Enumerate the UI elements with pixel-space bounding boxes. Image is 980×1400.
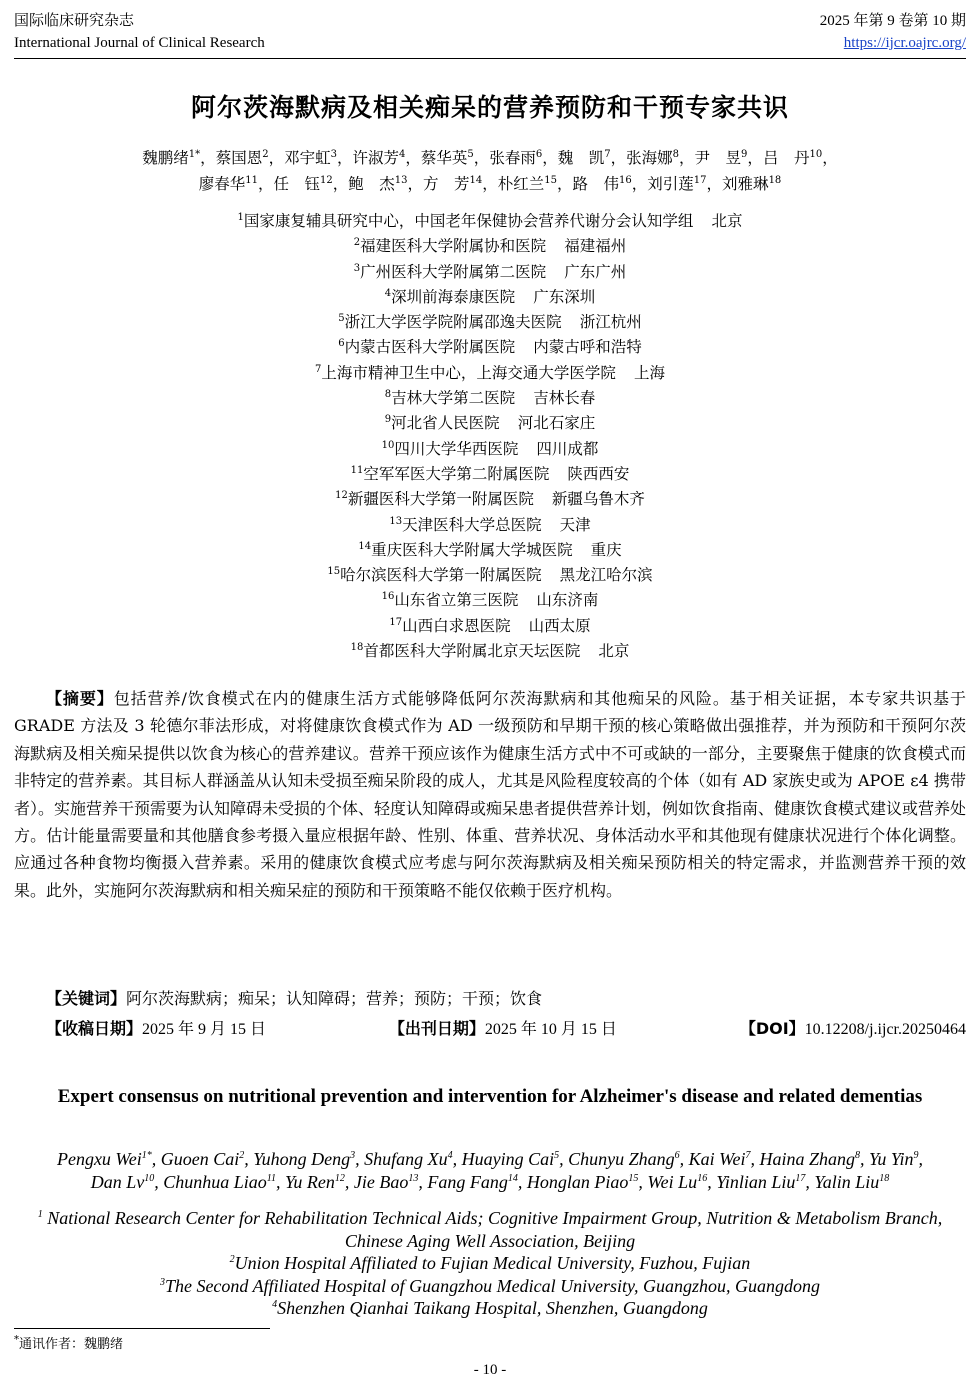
author-name: 邓宇虹 [284,149,331,167]
author-en [253,1149,355,1169]
author-name: Chunyu Zhang [568,1149,675,1169]
journal-header-left [14,10,265,54]
author-sup: 12 [334,1173,345,1184]
author-cn [573,175,632,193]
affiliation-cn [60,234,920,259]
journal-url-link[interactable]: https://ijcr.oajrc.org/ [843,35,966,51]
author-name: 魏鹏绪 [142,149,189,167]
affiliation-location: 四川成都 [536,439,599,458]
author-en [647,1172,707,1192]
affiliation-org: 首都医科大学附属北京天坛医院 [363,642,581,661]
author-name: Shufang Xu [364,1149,448,1169]
published-date [389,1015,617,1043]
affiliation-sup: 18 [350,641,364,653]
affiliation-org: 福建医科大学附属协和医院 [360,237,547,256]
author-sup: 2 [239,1150,245,1161]
author-sup: 17 [693,174,707,186]
affiliation-sup: 12 [335,490,348,502]
author-name: Fang Fang [427,1172,508,1192]
affiliation-list-en [30,1207,950,1320]
author-en [285,1172,345,1192]
author-en [57,1149,152,1169]
author-sup: 15 [544,174,557,186]
affiliation-location: 上海 [633,363,665,382]
footnote-text: 通讯作者：魏鹏绪 [19,1337,124,1352]
affiliation-sup: 5 [338,313,345,325]
keywords-label: 【关键词】 [46,989,127,1008]
author-en [161,1149,245,1169]
author-name: 蔡国恩 [215,149,263,167]
keywords-text: 阿尔茨海默病；痴呆；认知障碍；营养；预防；干预；饮食 [126,989,543,1008]
author-sup: 18 [879,1173,890,1184]
affiliation-location: 内蒙古呼和浩特 [533,338,642,357]
author-name: Yinlian Liu [716,1172,796,1192]
author-sup: 16 [697,1173,708,1184]
affiliation-sup: 13 [389,515,403,527]
affiliation-cn [60,538,920,563]
author-cn [142,149,200,167]
author-cn [498,175,557,193]
affiliation-sup: 9 [384,414,392,426]
author-name: Yuhong Deng [253,1149,351,1169]
author-name: 张春雨 [489,149,536,167]
article-title-cn: 阿尔茨海默病及相关痴呆的营养预防和干预专家共识 [190,93,789,122]
author-sup: 1* [141,1150,152,1161]
affiliation-location: 广东深圳 [533,287,596,306]
abstract-cn [14,685,966,904]
author-name: Huaying Cai [461,1149,555,1169]
affiliation-text: Shenzhen Qianhai Taikang Hospital, Shenzhen, Guangdong [277,1298,708,1319]
received-date [46,1015,266,1043]
author-en [869,1149,919,1169]
author-cn [647,175,706,193]
author-sup: 16 [619,174,632,186]
author-sup: 13 [394,174,408,186]
affiliation-org: 上海市精神卫生中心，上海交通大学医学院 [321,363,616,382]
affiliation-org: 新疆医科大学第一附属医院 [347,490,534,509]
affiliation-cn [60,361,920,386]
author-name: Yalin Liu [814,1172,880,1192]
author-name: Pengxu Wei [56,1149,142,1169]
author-sup: 7 [745,1150,751,1161]
author-cn [273,175,332,193]
article-dates [14,1015,966,1043]
received-value: 2025 年 9 月 15 日 [142,1021,267,1038]
journal-name-en: International Journal of Clinical Research [14,35,265,51]
affiliation-org: 空军军医大学第二附属医院 [363,464,550,483]
affiliation-sup: 7 [315,363,322,375]
author-sup: 14 [507,1173,518,1184]
affiliation-en [30,1275,950,1298]
affiliation-sup: 11 [350,464,364,476]
author-cn [216,149,269,167]
author-list-cn: 魏鹏绪$^{1*}$，蔡国恩$^2$，邓宇虹$^3$，许淑芳$^4$，蔡华英$^5$，张春雨$^6$，魏 凯$^7$，张海娜$^8$，尹 昱$^9$，吕 丹$^{10}$， 廖春华$^{11}$，任 钰$^{12}$，鲍 杰$^{13}$，方 芳$^{14}$，朴红兰$^{15}$，路 伟$^{16}$，刘引莲$^{17}$，刘雅琳$^{18}$ [142,148,838,193]
author-sup: 4 [447,1150,453,1161]
author-sup: 8 [855,1150,860,1161]
author-name: 任 钰 [273,175,320,193]
affiliation-location: 黑龙江哈尔滨 [559,566,653,585]
author-cn [763,149,822,167]
author-name: 吕 丹 [762,149,810,167]
affiliation-location: 重庆 [590,540,622,559]
affiliation-cn [60,639,920,664]
affiliation-text: The Second Affiliated Hospital of Guangzhou Medical University, Guangzhou, Guangdong [164,1275,821,1296]
author-name: Yu Yin [869,1149,914,1169]
author-name: 朴红兰 [497,175,545,193]
author-en [689,1149,751,1169]
affiliation-sup: 16 [381,591,395,603]
author-name: Kai Wei [688,1149,746,1169]
author-en [91,1172,155,1192]
affiliation-cn [60,386,920,411]
author-sup: 6 [674,1150,680,1161]
received-label: 【收稿日期】 [46,1019,143,1038]
abstract-text: 包括营养/饮食模式在内的健康生活方式能够降低阿尔茨海默病和其他痴呆的风险。基于相关证据，本专家共识基于 GRADE 方法及 3 轮德尔菲法形成，对将健康饮食模式作为 AD 一级预防和早期干预的核心策略做出强推荐，并为预防和干预阿尔茨海默病及相关痴呆提供以饮食为核心的营养建议。营养干预应该作为健康生活方式中不可或缺的一部分，主要聚焦于健康的饮食模式而非特定的营养素。其目标人群涵盖从认知未受损至痴呆阶段的成人，尤其是风险程度较高的个体（如有 AD 家族史或为 APOE ε4 携带者）。实施营养干预需要为认知障碍未受损的个体、轻度认知障碍或痴呆患者提供营养计划，例如饮食指南、健康饮食模式建议或营养处方。估计能量需要量和其他膳食参考摄入量应根据年龄、性别、体重、营养状况、身体活动水平和其他现有健康状况进行个体化调整。应通过各种食物均衡摄入营养素。采用的健康饮食模式应考虑与阿尔茨海默病及相关痴呆预防相关的特定需求，并监测营养干预的效果。此外，实施阿尔茨海默病和相关痴呆症的预防和干预策略不能仅依赖于医疗机构。 [14,689,967,900]
affiliation-sup: 10 [381,439,395,451]
author-sup: 7 [604,148,611,160]
author-cn [489,149,542,167]
author-name: 尹 昱 [694,149,742,167]
author-sup: 10 [809,148,823,160]
author-en [462,1149,560,1169]
author-sup: 10 [144,1173,155,1184]
affiliation-location: 河北石家庄 [517,414,596,433]
author-name: Haina Zhang [759,1149,855,1169]
author-sup: 6 [535,148,543,160]
author-en [527,1172,639,1192]
author-name: 刘引莲 [647,175,694,193]
author-sup: 17 [795,1173,806,1184]
affiliation-sup: 1 [37,1209,43,1220]
affiliation-location: 广东广州 [564,262,627,281]
affiliation-org: 哈尔滨医科大学第一附属医院 [340,566,542,585]
author-cn [695,149,748,167]
affiliation-org: 山东省立第三医院 [394,591,519,610]
author-sup: 9 [913,1150,919,1161]
affiliation-cn [60,335,920,360]
author-name: Wei Lu [647,1172,698,1192]
author-en [568,1149,680,1169]
abstract-label: 【摘要】 [46,689,114,708]
author-cn [423,175,482,193]
doi-value: 10.12208/j.ijcr.20250464 [804,1021,966,1038]
author-name: 许淑芳 [352,149,400,167]
page-number: - 10 - [473,1362,507,1378]
affiliation-sup: 15 [327,566,341,577]
affiliation-org: 山西白求恩医院 [402,616,511,635]
affiliation-org: 国家康复辅具研究中心，中国老年保健协会营养代谢分会认知学组 [243,212,694,230]
journal-header-right [820,10,966,54]
affiliation-cn [60,614,920,639]
affiliation-org: 天津医科大学总医院 [402,515,542,534]
author-sup: 5 [554,1150,560,1161]
author-sup: 13 [408,1173,419,1184]
affiliation-org: 吉林大学第二医院 [391,389,516,408]
affiliation-cn [60,310,920,335]
author-name: Guoen Cai [160,1149,240,1169]
author-en [814,1172,889,1192]
author-sup: 11 [245,174,258,186]
affiliation-org: 广州医科大学附属第二医院 [360,262,547,281]
footnote-marker: * [14,1334,19,1346]
author-sup: 3 [330,148,337,160]
author-name: Chunhua Liao [163,1172,267,1192]
affiliation-cn [60,437,920,462]
affiliation-location: 福建福州 [564,237,627,256]
author-en [163,1172,276,1192]
affiliation-cn [60,563,920,588]
author-sup: 2 [262,148,269,160]
footnote-divider [14,1328,270,1329]
author-cn [421,149,474,167]
author-sup: 1* [188,148,201,160]
affiliation-text: National Research Center for Rehabilitation Technical Aids; Cognitive Impairment Group, Nutrition & Metabolism Branch, Chinese Aging Well Association, Beijing [47,1208,943,1251]
author-sup: 15 [628,1173,639,1184]
author-sup: 11 [266,1173,277,1184]
affiliation-en [30,1207,950,1252]
author-name: Honglan Piao [526,1172,629,1192]
doi-label: 【DOI】 [739,1019,805,1038]
affiliation-location: 陕西西安 [567,464,630,483]
author-sup: 14 [469,174,483,186]
affiliation-sup: 4 [272,1299,278,1311]
affiliation-cn [60,209,920,234]
author-cn [348,175,407,193]
affiliation-location: 天津 [559,515,591,534]
affiliation-org: 重庆医科大学附属大学城医院 [371,540,573,559]
affiliation-cn [60,588,920,613]
author-cn [284,149,337,167]
affiliation-location: 山东济南 [536,591,599,610]
author-sup: 9 [741,148,748,160]
affiliation-sup: 2 [353,237,361,249]
author-cn [558,149,611,167]
affiliation-cn [60,411,920,436]
affiliation-cn [60,260,920,285]
affiliation-cn [60,513,920,538]
author-list-en: Pengxu Wei$^{1*}$, Guoen Cai$^2$, Yuhong Deng$^3$, Shufang Xu$^4$, Huaying Cai$^5$, Chunyu Zhang$^6$, Kai Wei$^7$, Haina Zhang$^8$, Yu Yin$^9$, Dan Lv$^{10}$, Chunhua Liao$^{11}$, Yu Ren$^{12}$, Jie Bao$^{13}$, Fang Fang$^{14}$, Honglan Piao$^{15}$, Wei Lu$^{16}$, Yinlian Liu$^{17}$, Yalin Liu$^{18}$ [56,1149,924,1192]
author-cn [626,149,679,167]
affiliation-cn [60,487,920,512]
author-en [759,1149,860,1169]
author-sup: 5 [467,148,474,160]
affiliation-org: 河北省人民医院 [391,414,500,433]
affiliation-sup: 8 [384,388,392,400]
author-name: 方 芳 [422,175,470,193]
affiliation-org: 内蒙古医科大学附属医院 [344,338,516,357]
affiliation-sup: 17 [389,616,403,628]
journal-name-cn: 国际临床研究杂志 [14,13,135,29]
author-name: 廖春华 [198,175,246,193]
author-name: Dan Lv [90,1172,145,1192]
affiliation-sup: 2 [229,1254,235,1266]
author-cn [199,175,258,193]
author-name: 路 伟 [572,175,620,193]
affiliation-text: Union Hospital Affiliated to Fujian Medical University, Fuzhou, Fujian [234,1253,751,1274]
author-name: 蔡华英 [420,149,468,167]
affiliation-sup: 3 [353,262,361,274]
doi [740,1015,966,1043]
affiliation-location: 吉林长春 [533,389,596,408]
published-label: 【出刊日期】 [388,1019,485,1038]
article-title-en: Expert consensus on nutritional prevention and intervention for Alzheimer's disease and related dementias [57,1086,923,1107]
author-name: 魏 凯 [557,149,605,167]
affiliation-en [30,1252,950,1275]
affiliation-en [30,1297,950,1320]
author-en [354,1172,418,1192]
journal-issue: 2025 年第 9 卷第 10 期 [819,13,966,29]
author-en [716,1172,805,1192]
author-name: 鲍 杰 [348,175,395,193]
author-name: Yu Ren [285,1172,335,1192]
author-sup: 8 [672,148,680,160]
affiliation-list-cn [60,209,920,664]
author-sup: 12 [319,174,333,186]
affiliation-cn [60,462,920,487]
author-name: 刘雅琳 [722,175,769,193]
affiliation-location: 山西太原 [528,616,591,635]
author-cn [353,149,406,167]
affiliation-org: 深圳前海泰康医院 [391,287,516,306]
author-en [364,1149,453,1169]
affiliation-location: 浙江杭州 [579,313,642,332]
author-sup: 18 [768,174,782,186]
keywords-cn [14,985,966,1012]
affiliation-sup: 1 [237,211,244,223]
affiliation-sup: 4 [384,287,392,299]
author-sup: 3 [350,1150,356,1161]
author-en [427,1172,518,1192]
author-name: Jie Bao [353,1172,409,1192]
author-cn [722,175,781,193]
affiliation-sup: 14 [358,540,372,552]
affiliation-location: 新疆乌鲁木齐 [551,490,645,509]
affiliation-sup: 3 [159,1276,165,1288]
published-value: 2025 年 10 月 15 日 [484,1021,617,1038]
affiliation-location: 北京 [711,212,743,230]
author-name: 张海娜 [626,149,673,167]
affiliation-org: 浙江大学医学院附属邵逸夫医院 [344,313,562,332]
affiliation-location: 北京 [598,642,630,661]
affiliation-org: 四川大学华西医院 [394,439,519,458]
header-divider [14,58,966,59]
affiliation-cn [60,285,920,310]
affiliation-sup: 6 [338,338,345,350]
author-sup: 4 [399,148,406,160]
corresponding-author-footnote [14,1335,123,1355]
